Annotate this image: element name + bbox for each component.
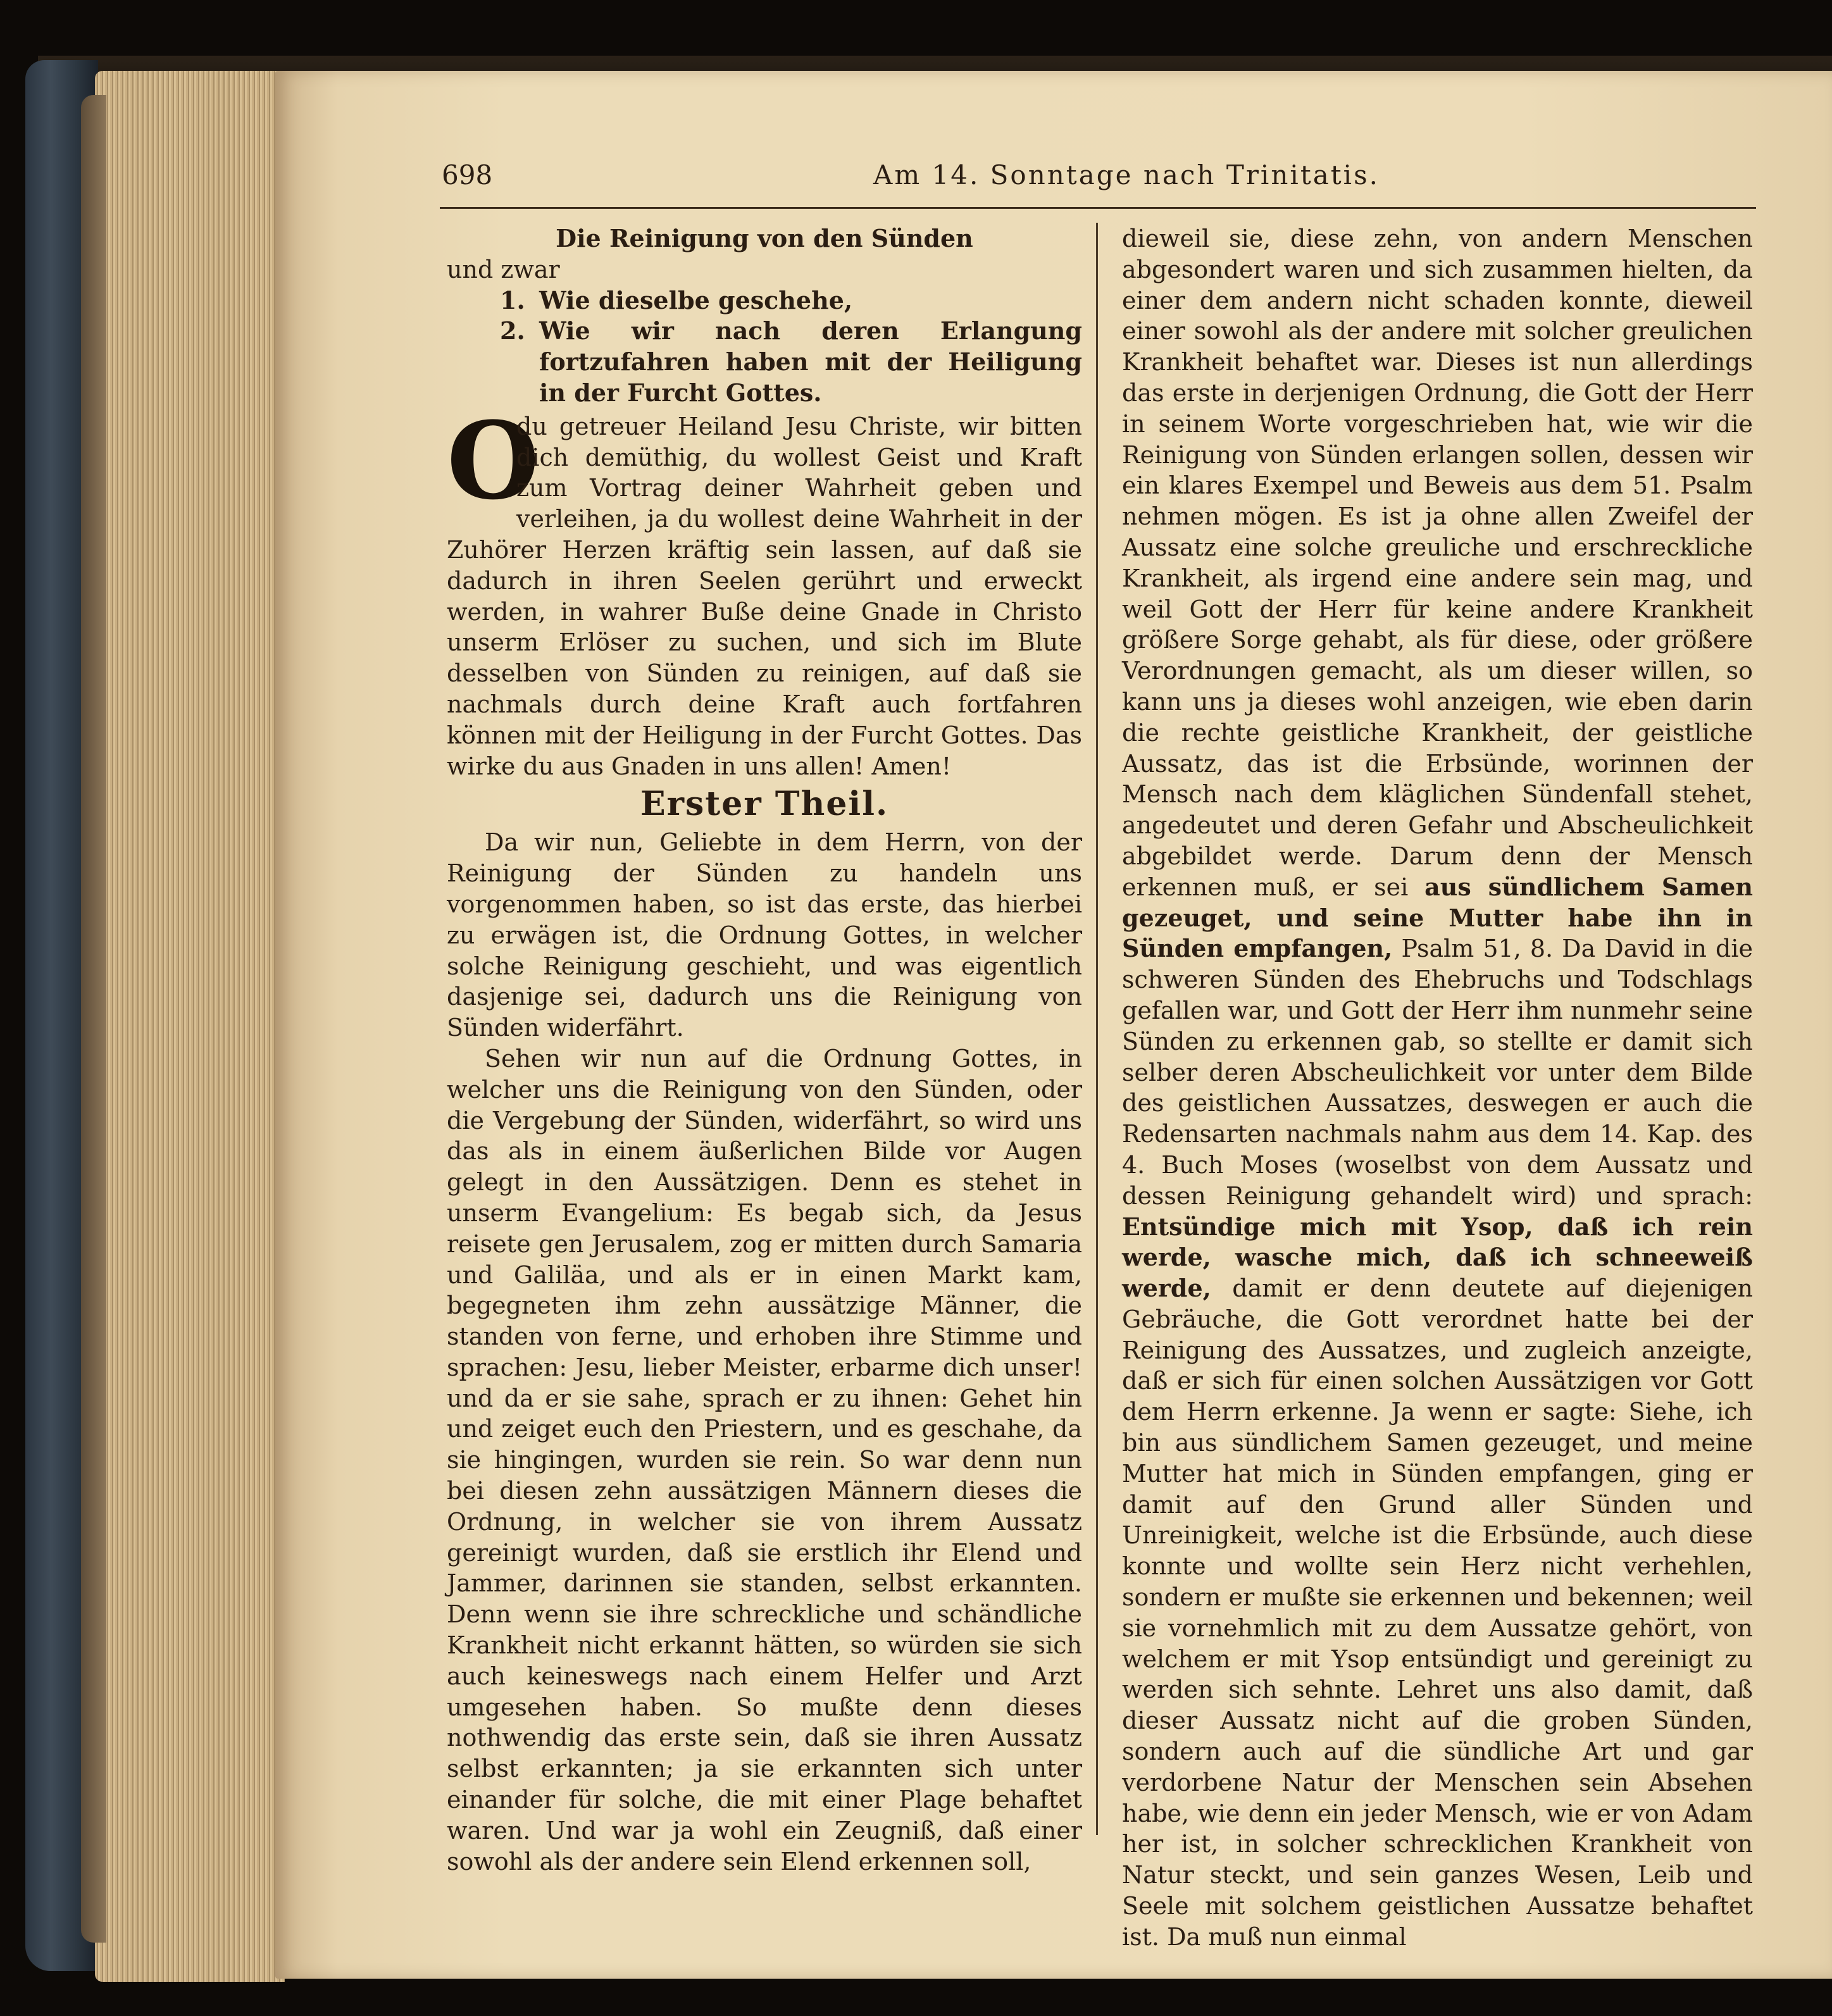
- header-rule: [440, 207, 1756, 209]
- paragraph: [1122, 223, 1753, 1953]
- spine-edge: [81, 95, 106, 1943]
- sermon-point: [447, 316, 1082, 408]
- part-heading: Erster Theil.: [640, 785, 889, 824]
- point-text: Wie wir nach deren Erlangung fortzufahren haben mit der Heiligung in der Furcht Gottes.: [539, 316, 1082, 407]
- paragraph: Da wir nun, Geliebte in dem Herrn, von der Reinigung der Sünden zu handeln uns vorgenommen haben, so ist das erste, das hierbei zu erwägen ist, die Ordnung Gottes, in welcher solche Reinigung geschieht, und was eigentlich dasjenige sei, dadurch uns die Reinigung von Sünden widerfährt.: [447, 828, 1082, 1042]
- text-run: dieweil sie, diese zehn, von andern Menschen abgesondert waren und sich zusammen hielten, da einer dem andern nicht schaden konnte, dieweil einer sowohl als der andere mit solcher greulichen Krankheit behaftet war. Dieses ist nun allerdings das erste in derjenigen Ordnung, die Gott der Herr in seinem Worte vorgeschrieben hat, wie wir die Reinigung von Sünden erlangen sollen, dessen wir ein klares Exempel und Beweis aus dem 51. Psalm nehmen mögen. Es ist ja ohne allen Zweifel der Aussatz eine solche greuliche und erschreckliche Krankheit, als irgend eine andere sein mag, und weil Gott der Herr für keine andere Krankheit größere Sorge gehabt, als für diese, oder größere Verordnungen gemacht, als um dieser willen, so kann uns ja dieses wohl anzeigen, wie eben darin die rechte geistliche Krankheit, der geistliche Aussatz, das ist die Erbsünde, worinnen der Mensch nach dem kläglichen Sündenfall stehet, angedeutet und deren Gefahr und Abscheulichkeit abgebildet werde. Darum denn der Mensch erkennen muß, er sei: [1122, 225, 1753, 901]
- prayer-text: du getreuer Heiland Jesu Christe, wir bitten dich demüthig, du wollest Geist und Kraft zum Vortrag deiner Wahrheit geben und verleihen, ja du wollest deine Wahrheit in der Zuhörer Herzen kräftig sein lassen, auf daß sie dadurch in ihren Seelen gerührt und erweckt werden, in wahrer Buße deine Gnade in Christo unserm Erlöser zu suchen, und sich im Blute desselben von Sünden zu reinigen, auf daß sie nachmals durch deine Kraft auch fortfahren können mit der Heiligung in der Furcht Gottes. Das wirke du aus Gnaden in uns allen! Amen!: [447, 412, 1082, 780]
- running-title: Am 14. Sonntage nach Trinitatis.: [873, 159, 1380, 190]
- sermon-point: [447, 285, 1082, 316]
- page-edges: [95, 71, 285, 1982]
- text-run: Psalm 51, 8. Da David in die schweren Sünden des Ehebruchs und Todschlags gefallen war, und Gott der Herr ihm nunmehr seine Sünden zu erkennen gab, so stellte er damit sich selber deren Abscheulichkeit vor unter dem Bilde des geistlichen Aussatzes, deswegen er auch die Redensarten nachmals nahm aus dem 14. Kap. des 4. Buch Moses (woselbst von dem Aussatz und dessen Reinigung gehandelt wird) und sprach:: [1122, 935, 1753, 1210]
- column-divider: [1096, 223, 1098, 1835]
- point-text: Wie dieselbe geschehe,: [539, 285, 853, 314]
- paragraph: Sehen wir nun auf die Ordnung Gottes, in welcher uns die Reinigung von den Sünden, oder die Vergebung der Sünden, widerfährt, so wird uns das als in einem äußerlichen Bilde vor Augen gelegt in den Aussätzigen. Denn es stehet in unserm Evangelium: Es begab sich, da Jesus reisete gen Jerusalem, zog er mitten durch Samaria und Galiläa, und als er in einen Markt kam, begegneten ihm zehn aussätzige Männer, die standen von ferne, und erhoben ihre Stimme und sprachen: Jesu, lieber Meister, erbarme dich unser! und da er sie sahe, sprach er zu ihnen: Gehet hin und zeiget euch den Priestern, und es geschahe, da sie hingingen, wurden sie rein. So war denn nun bei diesen zehn aussätzigen Männern dieses die Ordnung, in welcher sie von ihrem Aussatz gereinigt wurden, daß sie erstlich ihr Elend und Jammer, darinnen sie standen, selbst erkannten. Denn wenn sie ihre schreckliche und schändliche Krankheit nicht erkannt hätten, so würden sie sich auch keineswegs nach einem Helfer und Arzt umgesehen haben. So mußte denn dieses nothwendig das erste sein, daß sie ihren Aussatz selbst erkannten; ja sie erkannten sich unter einander für solche, die mit einer Plage behaftet waren. Und war ja wohl ein Zeugniß, daß einer sowohl als der andere sein Elend erkennen soll,: [447, 1044, 1082, 1876]
- emphasized-quote: Entsündige mich mit Ysop, daß ich rein werde, wasche mich, daß ich schneeweiß werde,: [1122, 1212, 1753, 1303]
- lead-in: und zwar: [447, 255, 560, 283]
- point-number: 1.: [500, 285, 525, 314]
- sermon-points: [447, 285, 1082, 409]
- emphasized-quote: aus sündlichem Samen gezeuget, und seine Mutter habe ihn in Sünden empfangen,: [1122, 872, 1753, 963]
- drop-cap: O: [447, 397, 540, 523]
- text-run: damit er denn deutete auf diejenigen Gebräuche, die Gott verordnet hatte bei der Reinigung des Aussatzes, und zugleich anzeigte, daß er sich für einen solchen Aussätzigen vor Gott dem Herrn erkenne. Ja wenn er sagte: Siehe, ich bin aus sündlichem Samen gezeuget, und meine Mutter hat mich in Sünden empfangen, ging er damit auf den Grund aller Sünden und Unreinigkeit, welche ist die Erbsünde, auch diese konnte und wollte sein Herz nicht verhehlen, sondern er mußte sie erkennen und bekennen; weil sie vornehmlich mit zu dem Aussatze gehört, von welchem er mit Ysop entsündigt und gereinigt zu werden sich sehnte. Lehret uns also damit, daß dieser Aussatz nicht auf die groben Sünden, sondern auch auf die sündliche Art und gar verdorbene Natur der Menschen sein Absehen habe, wie denn ein jeder Mensch, wie er von Adam her ist, in solcher schrecklichen Krankheit von Natur steckt, und sein ganzes Wesen, Leib und Seele mit solchem geistlichen Aussatze behaftet ist. Da muß nun einmal: [1122, 1274, 1753, 1951]
- opening-prayer: [447, 397, 1082, 782]
- right-column: [1122, 223, 1753, 1953]
- left-column: [447, 223, 1082, 1877]
- sermon-title: Die Reinigung von den Sünden: [556, 224, 973, 252]
- page-number: 698: [442, 159, 493, 190]
- point-number: 2.: [500, 316, 525, 345]
